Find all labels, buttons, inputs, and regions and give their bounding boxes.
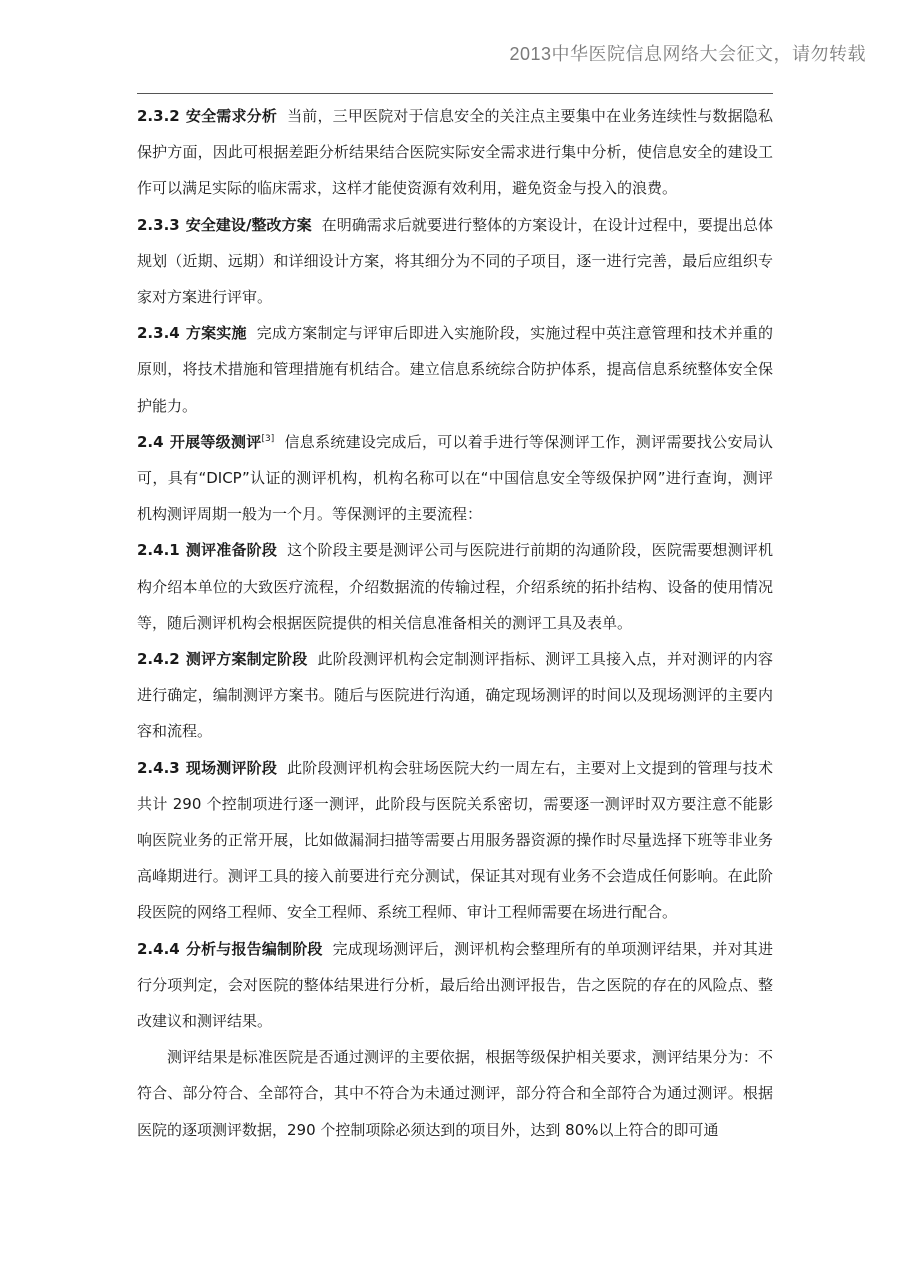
section-number: 2.3.3 (137, 215, 180, 234)
section-heading (137, 650, 307, 668)
section-body: 完成现场测评后，测评机构会整理所有的单项测评结果，并对其进行分项判定，会对医院的整体结果进行分析，最后给出测评报告，告之医院的存在的风险点、整改建议和测评结果。 (137, 939, 773, 1031)
section-2-4 (137, 424, 773, 533)
section-body: 完成方案制定与评审后即进入实施阶段，实施过程中英注意管理和技术并重的原则，将技术措施和管理措施有机结合。建立信息系统综合防护体系，提高信息系统整体安全保护能力。 (137, 324, 773, 415)
section-2-3-3 (137, 207, 773, 316)
section-2-3-4 (137, 315, 773, 424)
page-header: 2013中华医院信息网络大会征文，请勿转载 (509, 44, 866, 64)
section-number: 2.3.2 (137, 107, 180, 125)
section-heading (137, 216, 312, 234)
header-rule (137, 93, 773, 94)
section-number: 2.4.2 (137, 650, 180, 669)
section-heading (137, 107, 277, 125)
section-number: 2.4 (137, 432, 164, 451)
section-number: 2.4.4 (137, 939, 180, 958)
section-number: 2.3.4 (137, 324, 180, 343)
section-2-4-2 (137, 641, 773, 750)
closing-paragraph: 测评结果是标准医院是否通过测评的主要依据，根据等级保护相关要求，测评结果分为：不符合、部分符合、全部符合，其中不符合为未通过测评，部分符合和全部符合为通过测评。根据医院的逐项测评数据，290 个控制项除必须达到的项目外，达到 80%以上符合的即可通 (137, 1048, 773, 1139)
section-title: 方案实施 (185, 324, 247, 343)
section-2-4-4 (137, 931, 773, 1040)
citation-ref: [3] (261, 433, 275, 444)
section-heading (137, 433, 274, 451)
section-title: 分析与报告编制阶段 (185, 939, 323, 958)
section-2-4-3 (137, 750, 773, 931)
section-body: 在明确需求后就要进行整体的方案设计，在设计过程中，要提出总体规划（近期、远期）和详细设计方案，将其细分为不同的子项目，逐一进行完善，最后应组织专家对方案进行评审。 (137, 215, 773, 307)
section-body: 这个阶段主要是测评公司与医院进行前期的沟通阶段，医院需要想测评机构介绍本单位的大致医疗流程，介绍数据流的传输过程，介绍系统的拓扑结构、设备的使用情况等，随后测评机构会根据医院提供的相关信息准备相关的测评工具及表单。 (137, 541, 773, 632)
section-number: 2.4.1 (137, 541, 180, 560)
section-title: 现场测评阶段 (185, 758, 278, 777)
section-title: 测评准备阶段 (185, 541, 278, 560)
section-heading (137, 940, 323, 958)
section-body: 当前，三甲医院对于信息安全的关注点主要集中在业务连续性与数据隐私保护方面，因此可根据差距分析结果结合医院实际安全需求进行集中分析，使信息安全的建设工作可以满足实际的临床需求，这样才能使资源有效利用，避免资金与投入的浪费。 (137, 107, 773, 198)
section-body: 信息系统建设完成后，可以着手进行等保测评工作，测评需要找公安局认可，具有“DICP”认证的测评机构，机构名称可以在“中国信息安全等级保护网”进行查询，测评机构测评周期一般为一个月。等保测评的主要流程： (137, 432, 773, 524)
section-2-4-1 (137, 532, 773, 641)
section-title: 安全需求分析 (185, 107, 278, 125)
section-heading (137, 541, 277, 559)
section-heading (137, 324, 247, 342)
section-number: 2.4.3 (137, 758, 180, 777)
section-title: 测评方案制定阶段 (185, 650, 308, 669)
section-body: 此阶段测评机构会驻场医院大约一周左右，主要对上文提到的管理与技术共计 290 个控制项进行逐一测评，此阶段与医院关系密切，需要逐一测评时双方要注意不能影响医院业务的正常开展，比如做漏洞扫描等需要占用服务器资源的操作时尽量选择下班等非业务高峰期进行。测评工具的接入前要进行充分测试，保证其对现有业务不会造成任何影响。在此阶段医院的网络工程师、安全工程师、系统工程师、审计工程师需要在场进行配合。 (137, 758, 773, 922)
section-heading (137, 759, 277, 777)
document-body (137, 98, 773, 1148)
section-title: 安全建设/整改方案 (185, 215, 312, 234)
section-title: 开展等级测评 (169, 432, 262, 451)
section-body: 此阶段测评机构会定制测评指标、测评工具接入点，并对测评的内容进行确定，编制测评方案书。随后与医院进行沟通，确定现场测评的时间以及现场测评的主要内容和流程。 (137, 650, 773, 741)
section-2-3-2 (137, 98, 773, 207)
